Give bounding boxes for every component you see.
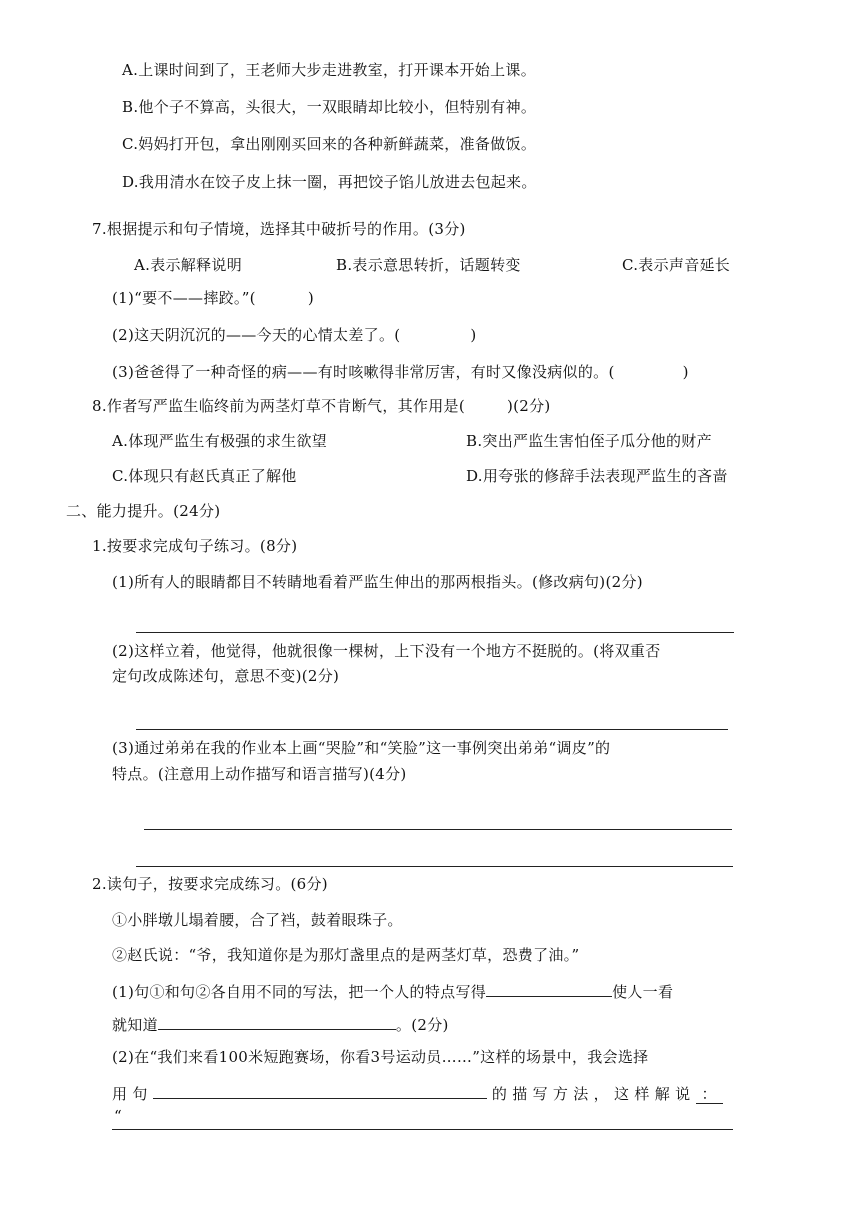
q7-item-2 — [112, 325, 477, 345]
close-paren: ) — [682, 363, 689, 381]
q8-option-a: A.体现严监生有极强的求生欲望 — [112, 432, 328, 450]
s2-q1-item-3-line1: (3)通过弟弟在我的作业本上画“哭脸”和“笑脸”这一事例突出弟弟“调皮”的 — [112, 739, 611, 757]
q7-item-3 — [112, 362, 689, 382]
s2-q2-item-2-text-a: 用 句 — [112, 1085, 148, 1103]
close-paren: ) — [470, 326, 477, 344]
fill-blank[interactable] — [486, 980, 612, 997]
s2-q2-item-2-line1: (2)在“我们来看100米短跑赛场，你看3号运动员……”这样的场景中，我会选择 — [112, 1048, 649, 1066]
s2-q1-item-3-line2: 特点。(注意用上动作描写和语言描写)(4分) — [112, 765, 407, 783]
q8-option-b: B.突出严监生害怕侄子瓜分他的财产 — [466, 432, 712, 450]
s2-q2-item-1-text-c: 就知道 — [112, 1016, 158, 1034]
q7-item-1-text: (1)“要不——摔跤。”( — [112, 289, 256, 307]
answer-line[interactable] — [144, 829, 732, 830]
fill-blank[interactable] — [158, 1013, 396, 1030]
q6-option-c: C.妈妈打开包，拿出刚刚买回来的各种新鲜蔬菜，准备做饭。 — [122, 135, 537, 153]
q8-option-d: D.用夸张的修辞手法表现严监生的吝啬 — [466, 467, 728, 485]
s2-q2-item-1-line1 — [112, 980, 673, 1002]
close-paren: ) — [307, 289, 314, 307]
answer-line[interactable] — [136, 632, 734, 633]
answer-line[interactable] — [112, 1129, 733, 1130]
s2-q1-item-2-line1: (2)这样立着，他觉得，他就很像一棵树，上下没有一个地方不挺脱的。(将双重否 — [112, 642, 661, 660]
s2-q2-sentence-1: ①小胖墩儿塌着腰，合了裆，鼓着眼珠子。 — [112, 911, 403, 929]
s2-q2-item-1-line2 — [112, 1013, 449, 1035]
colon: ： — [696, 1085, 723, 1104]
s2-q2-item-1-text: (1)句①和句②各自用不同的写法，把一个人的特点写得 — [112, 983, 487, 1001]
s2-q2-item-1-text-d: 。(2分) — [395, 1016, 449, 1034]
s2-q2-item-1-text-b: 使人一看 — [612, 983, 674, 1001]
q7-item-2-text: (2)这天阴沉沉的——今天的心情太差了。( — [112, 326, 401, 344]
open-quote: “ — [114, 1107, 122, 1125]
q6-option-d: D.我用清水在饺子皮上抹一圈，再把饺子馅儿放进去包起来。 — [122, 173, 537, 191]
s2-q2-sentence-2: ②赵氏说：“爷，我知道你是为那灯盏里点的是两茎灯草，恐费了油。” — [112, 946, 580, 964]
q8-score: )(2分) — [506, 397, 551, 415]
s2-q2-item-2-line2 — [112, 1082, 723, 1104]
q7-item-1 — [112, 288, 314, 308]
q6-option-a: A.上课时间到了，王老师大步走进教室，打开课本开始上课。 — [122, 61, 537, 79]
q6-option-b: B.他个子不算高，头很大，一双眼睛却比较小，但特别有神。 — [122, 98, 537, 116]
s2-q2-stem: 2.读句子，按要求完成练习。(6分) — [92, 875, 328, 893]
s2-q1-stem: 1.按要求完成句子练习。(8分) — [92, 537, 298, 555]
q8-option-c: C.体现只有赵氏真正了解他 — [112, 467, 297, 485]
q7-option-a: A.表示解释说明 — [134, 256, 243, 274]
answer-line[interactable] — [136, 729, 728, 730]
section-2-title: 二、能力提升。(24分) — [66, 502, 221, 520]
s2-q1-item-1: (1)所有人的眼睛都目不转睛地看着严监生伸出的那两根指头。(修改病句)(2分) — [112, 573, 643, 591]
s2-q1-item-2-line2: 定句改成陈述句，意思不变)(2分) — [112, 667, 340, 685]
q7-stem: 7.根据提示和句子情境，选择其中破折号的作用。(3分) — [92, 220, 466, 238]
answer-line[interactable] — [136, 866, 733, 867]
q7-option-b: B.表示意思转折，话题转变 — [336, 256, 521, 274]
q7-option-c: C.表示声音延长 — [622, 256, 731, 274]
s2-q2-item-2-text-b: 的 描 写 方 法 ， 这 样 解 说 — [491, 1085, 691, 1103]
q8-stem — [92, 396, 551, 416]
q7-item-3-text: (3)爸爸得了一种奇怪的病——有时咳嗽得非常厉害，有时又像没病似的。( — [112, 363, 615, 381]
q8-stem-text: 8.作者写严监生临终前为两茎灯草不肯断气，其作用是( — [92, 397, 465, 415]
fill-blank[interactable] — [153, 1082, 487, 1099]
